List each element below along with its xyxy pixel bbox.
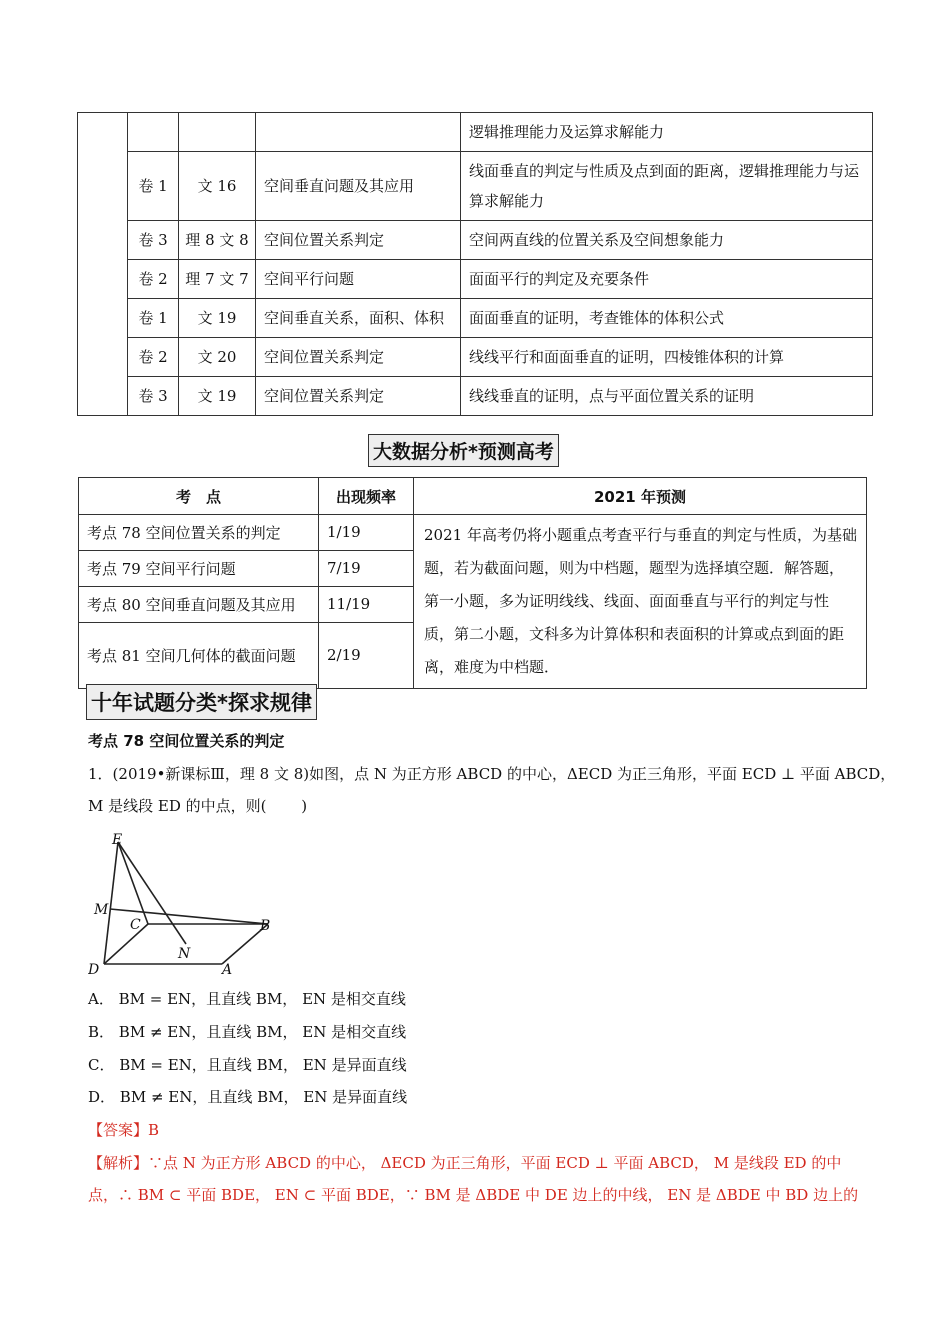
table-row — [79, 515, 867, 551]
topic-cell — [256, 113, 461, 152]
number-cell: 文 19 — [179, 299, 256, 338]
question-line-1: 1．(2019•新课标Ⅲ，理 8 文 8)如图，点 N 为正方形 ABCD 的中心，ΔECD 为正三角形，平面 ECD ⊥ 平面 ABCD， — [88, 765, 896, 783]
label-M: M — [94, 902, 109, 918]
topic-cell: 空间位置关系判定 — [256, 377, 461, 416]
number-cell: 理 7 文 7 — [179, 260, 256, 299]
header-point: 考 点 — [79, 478, 319, 515]
table-row — [78, 221, 873, 260]
option-b: B． BM ≠ EN，且直线 BM， EN 是相交直线 — [88, 1023, 407, 1041]
header-frequency: 出现频率 — [319, 478, 414, 515]
desc-cell: 线面垂直的判定与性质及点到面的距离，逻辑推理能力与运算求解能力 — [461, 152, 873, 221]
number-cell: 理 8 文 8 — [179, 221, 256, 260]
desc-cell: 空间两直线的位置关系及空间想象能力 — [461, 221, 873, 260]
desc-cell: 线线垂直的证明，点与平面位置关系的证明 — [461, 377, 873, 416]
paper-cell — [128, 113, 179, 152]
topic-cell: 空间位置关系判定 — [256, 221, 461, 260]
label-E: E — [112, 832, 123, 848]
table-row — [78, 152, 873, 221]
point-cell: 考点 79 空间平行问题 — [79, 550, 319, 586]
label-A: A — [222, 962, 233, 978]
freq-cell: 1/19 — [319, 515, 414, 551]
paper-cell: 卷 1 — [128, 299, 179, 338]
freq-cell: 11/19 — [319, 586, 414, 622]
header-prediction: 2021 年预测 — [414, 478, 867, 515]
point-cell: 考点 80 空间垂直问题及其应用 — [79, 586, 319, 622]
number-cell: 文 19 — [179, 377, 256, 416]
label-N: N — [178, 946, 191, 962]
section-title-analysis: 大数据分析*预测高考 — [368, 434, 559, 467]
option-c: C． BM = EN，且直线 BM， EN 是异面直线 — [88, 1056, 407, 1074]
topic-cell: 空间位置关系判定 — [256, 338, 461, 377]
exam-history-table — [77, 112, 873, 416]
point-cell: 考点 78 空间位置关系的判定 — [79, 515, 319, 551]
label-C: C — [130, 917, 141, 933]
option-a: A． BM = EN，且直线 BM， EN 是相交直线 — [88, 990, 406, 1008]
table-header-row — [79, 478, 867, 515]
frequency-table — [78, 477, 867, 689]
section-title-classification: 十年试题分类*探求规律 — [86, 684, 317, 720]
desc-cell: 面面平行的判定及充要条件 — [461, 260, 873, 299]
desc-cell: 面面垂直的证明，考查锥体的体积公式 — [461, 299, 873, 338]
year-cell — [78, 113, 128, 416]
point-cell: 考点 81 空间几何体的截面问题 — [79, 622, 319, 688]
answer-text: 【答案】B — [88, 1121, 160, 1139]
number-cell: 文 20 — [179, 338, 256, 377]
topic-cell: 空间垂直问题及其应用 — [256, 152, 461, 221]
prediction-cell: 2021 年高考仍将小题重点考查平行与垂直的判定与性质，为基础题，若为截面问题，则为中档题，题型为选择填空题．解答题，第一小题，多为证明线线、线面、面面垂直与平行的判定与性质，第二小题，文科多为计算体积和表面积的计算或点到面的距离，难度为中档题． — [414, 515, 867, 689]
freq-cell: 7/19 — [319, 550, 414, 586]
paper-cell: 卷 1 — [128, 152, 179, 221]
table-row — [78, 377, 873, 416]
paper-cell: 卷 2 — [128, 260, 179, 299]
label-B: B — [260, 918, 271, 934]
option-d: D． BM ≠ EN，且直线 BM， EN 是异面直线 — [88, 1088, 408, 1106]
edge-EN — [118, 842, 186, 944]
geometry-figure — [88, 830, 288, 978]
paper-cell: 卷 2 — [128, 338, 179, 377]
paper-cell: 卷 3 — [128, 221, 179, 260]
topic-cell: 空间平行问题 — [256, 260, 461, 299]
desc-cell: 逻辑推理能力及运算求解能力 — [461, 113, 873, 152]
freq-cell: 2/19 — [319, 622, 414, 688]
table-row — [78, 260, 873, 299]
desc-cell: 线线平行和面面垂直的证明，四棱锥体积的计算 — [461, 338, 873, 377]
edge-DC — [104, 924, 148, 964]
table-row — [78, 338, 873, 377]
analysis-line-2: 点，∴ BM ⊂ 平面 BDE， EN ⊂ 平面 BDE，∵ BM 是 ΔBDE 中 DE 边上的中线， EN 是 ΔBDE 中 BD 边上的 — [88, 1186, 859, 1204]
label-D: D — [88, 962, 100, 978]
knowledge-point-heading: 考点 78 空间位置关系的判定 — [88, 732, 285, 750]
number-cell: 文 16 — [179, 152, 256, 221]
topic-cell: 空间垂直关系，面积、体积 — [256, 299, 461, 338]
paper-cell: 卷 3 — [128, 377, 179, 416]
number-cell — [179, 113, 256, 152]
question-line-2: M 是线段 ED 的中点，则( ) — [88, 797, 308, 815]
analysis-line-1: 【解析】∵点 N 为正方形 ABCD 的中心， ΔECD 为正三角形，平面 ECD ⊥ 平面 ABCD， M 是线段 ED 的中 — [88, 1154, 842, 1172]
table-row — [78, 113, 873, 152]
table-row — [78, 299, 873, 338]
